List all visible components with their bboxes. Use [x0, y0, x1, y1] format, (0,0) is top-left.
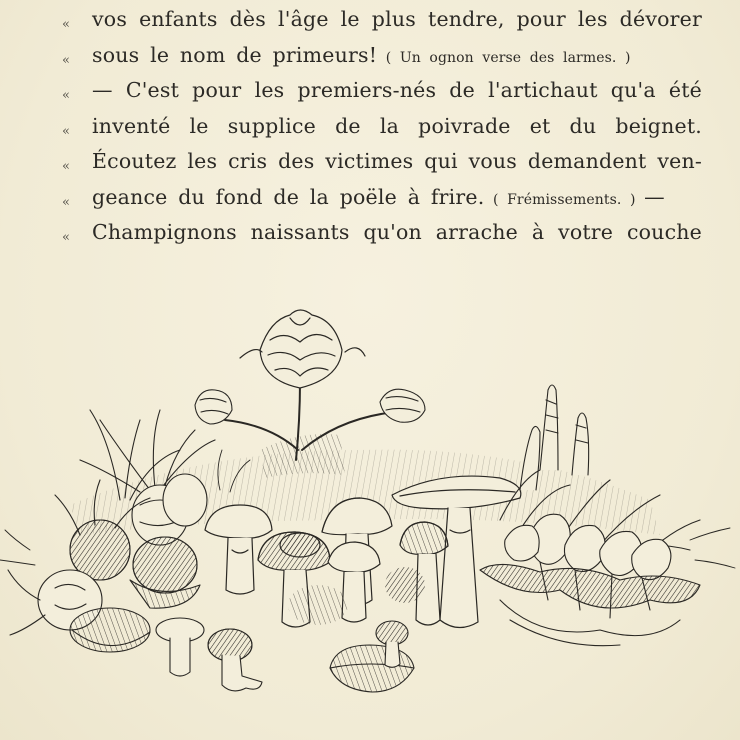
small-artichoke-right — [380, 389, 425, 422]
line-text: Écoutez les cris des victimes qui vous demandent ven- — [92, 149, 702, 173]
line-text-main: geance du fond de la poële à frire. — [92, 184, 485, 209]
line-text: Champignons naissants qu'on arrache à votre couche — [92, 220, 702, 244]
stage-direction: ( Frémissements. ) — [484, 191, 645, 208]
text-line-2 — [62, 38, 702, 74]
quote-mark: « — [62, 194, 70, 210]
line-text-main: sous le nom de primeurs! — [92, 42, 378, 67]
text-line-5 — [62, 144, 702, 180]
line-text-dash: — — [644, 184, 665, 209]
artichoke-head — [240, 310, 365, 388]
quote-mark: « — [62, 159, 70, 174]
text-line-7 — [62, 215, 702, 251]
text-line-4 — [62, 109, 702, 145]
small-mushroom-left — [156, 618, 262, 691]
stage-direction: ( Un ognon verse des larmes. ) — [377, 49, 631, 66]
text-line-6 — [62, 180, 702, 216]
line-text: — C'est pour les premiers-nés de l'artichaut qu'a été — [92, 78, 702, 102]
vegetables-engraving-icon — [0, 300, 740, 740]
quote-mark: « — [62, 88, 70, 103]
quote-mark: « — [62, 52, 70, 68]
line-text: inventé le supplice de la poivrade et du beignet. — [92, 113, 702, 138]
quote-mark: « — [62, 230, 70, 245]
quote-mark: « — [62, 17, 70, 32]
quote-mark: « — [62, 123, 70, 139]
text-line-3 — [62, 73, 702, 109]
line-text — [92, 38, 702, 77]
small-artichoke-left — [195, 390, 232, 424]
line-text: vos enfants dès l'âge le plus tendre, pour les dévorer — [92, 7, 702, 31]
text-block — [62, 0, 702, 251]
nest — [330, 621, 414, 692]
text-line-1 — [62, 2, 702, 38]
line-text — [92, 180, 702, 219]
